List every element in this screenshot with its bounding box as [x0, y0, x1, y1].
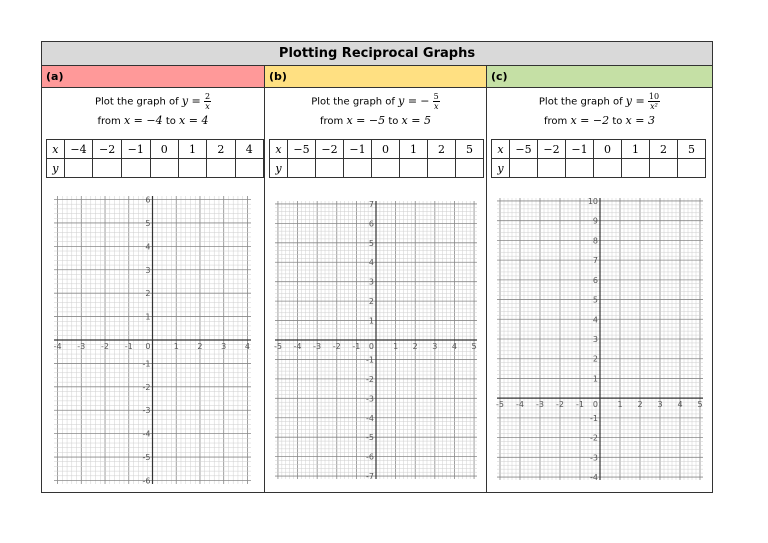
x-value-cell: −2 [93, 140, 122, 159]
panel-b [264, 66, 486, 492]
panel-c [486, 66, 712, 492]
range-start: x = −2 [570, 113, 610, 127]
x-value-cell: −5 [288, 140, 316, 159]
y-tick-label: -5 [142, 453, 151, 463]
y-tick-label: 9 [592, 216, 598, 226]
x-tick-label: -3 [313, 342, 322, 351]
y-tick-label: 3 [368, 277, 374, 287]
x-tick-label: 5 [697, 400, 703, 410]
x-value-cell: 0 [150, 140, 178, 159]
range-end: x = 3 [625, 113, 655, 127]
x-tick-label: 3 [657, 400, 663, 410]
x-value-cell: −1 [344, 140, 372, 159]
instruction-text: Plot the graph of [538, 96, 623, 108]
y-value-cell[interactable] [344, 159, 372, 178]
y-tick-label: 5 [145, 218, 151, 228]
y-value-cell[interactable] [288, 159, 316, 178]
y-tick-label: -1 [142, 359, 151, 369]
y-tick-label: 4 [592, 315, 598, 325]
y-tick-label: -2 [590, 433, 598, 443]
range-to: to [388, 115, 399, 127]
panel-c-instruction [487, 92, 712, 131]
y-value-cell[interactable] [594, 159, 622, 178]
x-tick-label: -4 [53, 342, 62, 351]
x-tick-label: 2 [637, 400, 643, 410]
y-tick-label: -2 [142, 382, 151, 392]
table-row-y [47, 159, 264, 178]
x-tick-label: 5 [471, 342, 477, 351]
y-tick-label: -3 [142, 406, 151, 416]
y-tick-label: -7 [366, 472, 374, 482]
x-tick-label: 3 [221, 342, 227, 351]
x-value-cell: 1 [622, 140, 650, 159]
x-tick-label: 1 [173, 342, 179, 351]
x-value-cell: 2 [428, 140, 456, 159]
y-value-cell[interactable] [538, 159, 566, 178]
table-row-x [47, 140, 264, 159]
x-tick-label: -1 [576, 400, 584, 410]
y-row-label: y [47, 159, 65, 178]
y-value-cell[interactable] [316, 159, 344, 178]
graph-grid-a[interactable] [50, 192, 255, 488]
x-value-cell: −1 [566, 140, 594, 159]
fraction-denominator: x [205, 102, 210, 111]
fraction-numerator: 10 [648, 92, 660, 101]
y-value-cell[interactable] [121, 159, 150, 178]
y-value-cell[interactable] [235, 159, 263, 178]
equation-fraction [204, 92, 211, 111]
x-value-cell: 4 [235, 140, 263, 159]
x-tick-label: -4 [516, 400, 524, 410]
x-value-cell: −5 [510, 140, 538, 159]
y-tick-label: 3 [592, 335, 598, 344]
x-value-cell: 2 [207, 140, 235, 159]
x-tick-label: -3 [77, 342, 86, 351]
y-tick-label: 1 [368, 316, 374, 326]
x-tick-label: -1 [124, 342, 133, 351]
worksheet-title: Plotting Reciprocal Graphs [42, 42, 712, 66]
y-value-cell[interactable] [207, 159, 235, 178]
x-row-label: x [270, 140, 288, 159]
y-tick-label: -6 [366, 452, 374, 462]
y-tick-label: 2 [368, 297, 374, 307]
x-tick-label: -2 [101, 342, 110, 351]
x-tick-label: -1 [352, 342, 361, 351]
fraction-numerator: 2 [204, 92, 211, 101]
x-row-label: x [47, 140, 65, 159]
x-tick-label: 1 [617, 400, 623, 410]
x-tick-label: 4 [244, 342, 250, 351]
y-value-cell[interactable] [678, 159, 706, 178]
x-value-cell: 1 [400, 140, 428, 159]
y-tick-label: 7 [368, 199, 374, 209]
panel-b-header: (b) [265, 66, 486, 88]
y-value-cell[interactable] [93, 159, 122, 178]
graph-grid-c[interactable] [493, 194, 707, 484]
x-tick-label: -5 [496, 400, 504, 410]
x-value-cell: 2 [650, 140, 678, 159]
table-row-x [492, 140, 706, 159]
table-row-x [270, 140, 484, 159]
value-table-c [491, 139, 706, 178]
y-value-cell[interactable] [650, 159, 678, 178]
y-tick-label: 7 [592, 256, 598, 266]
y-tick-label: -5 [366, 433, 374, 443]
x-tick-label: 1 [393, 342, 399, 351]
worksheet [41, 41, 713, 493]
x-value-cell: 1 [178, 140, 206, 159]
origin-label: 0 [145, 342, 151, 351]
x-tick-label: 4 [451, 342, 457, 351]
origin-label: 0 [368, 342, 374, 351]
y-tick-label: 3 [145, 265, 151, 275]
y-tick-label: 8 [592, 236, 598, 246]
y-tick-label: 6 [368, 219, 374, 229]
x-tick-label: 2 [412, 342, 418, 351]
y-tick-label: 6 [145, 195, 151, 205]
y-tick-label: 1 [145, 312, 151, 322]
y-tick-label: 5 [592, 295, 598, 305]
range-from: from [320, 115, 344, 127]
y-tick-label: 2 [145, 289, 151, 299]
range-start: x = −4 [123, 113, 163, 127]
fraction-denominator: x² [650, 102, 658, 111]
x-tick-label: -2 [556, 400, 564, 410]
table-row-y [270, 159, 484, 178]
y-value-cell[interactable] [622, 159, 650, 178]
equation-lhs: y = [398, 94, 418, 108]
x-value-cell: −2 [538, 140, 566, 159]
y-value-cell[interactable] [372, 159, 400, 178]
equation-lhs: y = [625, 94, 645, 108]
equation-fraction [433, 92, 440, 111]
value-table-b [269, 139, 484, 178]
value-table-a [46, 139, 264, 178]
y-value-cell[interactable] [566, 159, 594, 178]
y-value-cell[interactable] [510, 159, 538, 178]
instruction-text: Plot the graph of [94, 96, 179, 108]
x-value-cell: −4 [64, 140, 93, 159]
range-start: x = −5 [346, 113, 386, 127]
x-value-cell: 5 [678, 140, 706, 159]
y-tick-label: -4 [590, 473, 598, 483]
range-end: x = 5 [401, 113, 431, 127]
fraction-denominator: x [433, 102, 439, 111]
y-tick-label: -1 [590, 413, 598, 423]
y-tick-label: -4 [366, 413, 374, 423]
fraction-numerator: 5 [433, 92, 439, 101]
x-tick-label: 2 [197, 342, 203, 351]
y-value-cell[interactable] [400, 159, 428, 178]
y-value-cell[interactable] [178, 159, 206, 178]
range-from: from [544, 115, 568, 127]
panel-b-instruction [265, 92, 486, 131]
y-tick-label: 6 [592, 275, 598, 285]
x-tick-label: -3 [536, 400, 544, 410]
x-tick-label: 3 [432, 342, 438, 351]
x-tick-label: -5 [273, 342, 282, 351]
y-value-cell[interactable] [456, 159, 484, 178]
panel-a-header: (a) [42, 66, 264, 88]
instruction-text: Plot the graph of [311, 96, 395, 108]
y-tick-label: -6 [142, 476, 151, 486]
y-tick-label: 4 [145, 242, 151, 252]
x-value-cell: 5 [456, 140, 484, 159]
range-end: x = 4 [179, 113, 209, 127]
x-value-cell: −2 [316, 140, 344, 159]
y-tick-label: 10 [587, 196, 598, 206]
x-row-label: x [492, 140, 510, 159]
y-row-label: y [492, 159, 510, 178]
y-tick-label: 5 [368, 238, 374, 248]
x-value-cell: 0 [372, 140, 400, 159]
x-tick-label: -4 [293, 342, 302, 351]
equation-lhs: y = [181, 94, 201, 108]
x-tick-label: 4 [677, 400, 683, 410]
y-tick-label: -3 [366, 394, 374, 404]
range-to: to [612, 115, 623, 127]
y-tick-label: -2 [366, 374, 374, 384]
graph-grid-b[interactable] [271, 197, 481, 483]
y-value-cell[interactable] [428, 159, 456, 178]
panel-a [42, 66, 264, 492]
y-tick-label: -1 [366, 355, 374, 365]
panel-a-instruction [42, 92, 264, 131]
x-value-cell: −1 [121, 140, 150, 159]
x-value-cell: 0 [594, 140, 622, 159]
y-value-cell[interactable] [150, 159, 178, 178]
y-tick-label: -3 [590, 453, 598, 463]
y-tick-label: 2 [592, 354, 598, 364]
panel-c-header: (c) [487, 66, 712, 88]
y-value-cell[interactable] [64, 159, 93, 178]
x-tick-label: -2 [332, 342, 341, 351]
equation-sign: − [420, 94, 430, 108]
range-to: to [165, 115, 176, 127]
origin-label: 0 [592, 400, 598, 410]
y-tick-label: -4 [142, 429, 151, 439]
range-from: from [97, 115, 121, 127]
equation-fraction [648, 92, 660, 111]
table-row-y [492, 159, 706, 178]
y-row-label: y [270, 159, 288, 178]
y-tick-label: 4 [368, 258, 374, 268]
y-tick-label: 1 [592, 374, 598, 384]
